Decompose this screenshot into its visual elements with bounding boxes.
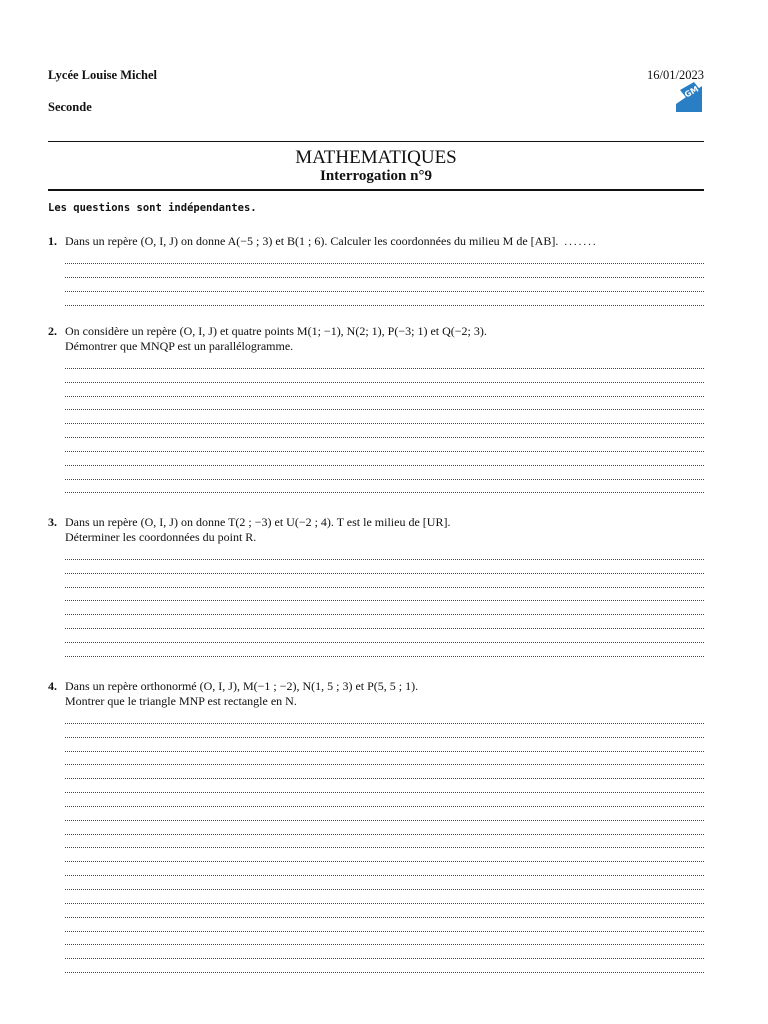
answer-line[interactable]: [65, 904, 704, 918]
question-2: [48, 324, 704, 493]
answer-line[interactable]: [65, 397, 704, 411]
answer-line[interactable]: [65, 945, 704, 959]
answer-line[interactable]: [65, 876, 704, 890]
answer-line[interactable]: [65, 383, 704, 397]
answer-line[interactable]: [65, 369, 704, 383]
answer-line[interactable]: [65, 629, 704, 643]
top-rule: [48, 141, 704, 142]
answer-line[interactable]: [65, 862, 704, 876]
answer-line[interactable]: [65, 480, 704, 494]
page-title: MATHEMATIQUES: [295, 147, 457, 168]
answer-line[interactable]: [65, 251, 704, 265]
answer-line[interactable]: [65, 779, 704, 793]
answer-line[interactable]: [65, 710, 704, 724]
school-name: Lycée Louise Michel: [48, 68, 158, 82]
answer-line[interactable]: [65, 546, 704, 560]
question-line: [48, 234, 704, 249]
answer-line[interactable]: [65, 292, 704, 306]
leader-dots: .......: [564, 236, 598, 248]
answer-line[interactable]: [65, 890, 704, 904]
question-text: On considère un repère (O, I, J) et quatre points M(1; −1), N(2; 1), P(−3; 1) et Q(−2; 3).: [65, 324, 487, 338]
answer-line[interactable]: [65, 560, 704, 574]
answer-line[interactable]: [65, 615, 704, 629]
answer-area[interactable]: [48, 353, 704, 493]
question-line: [48, 339, 704, 354]
answer-line[interactable]: [65, 424, 704, 438]
answer-area[interactable]: [48, 708, 704, 973]
question-text: Déterminer les coordonnées du point R.: [65, 529, 257, 544]
question-3: [48, 515, 704, 657]
answer-line[interactable]: [65, 466, 704, 480]
question-line: [48, 679, 704, 694]
question-1: [48, 234, 704, 306]
answer-line[interactable]: [65, 724, 704, 738]
answer-line[interactable]: [65, 752, 704, 766]
question-text: Dans un repère (O, I, J) on donne T(2 ; −3) et U(−2 ; 4). T est le milieu de [UR].: [65, 515, 451, 529]
answer-line[interactable]: [65, 807, 704, 821]
question-text: Montrer que le triangle MNP est rectangle en N.: [65, 693, 297, 708]
answer-line[interactable]: [65, 918, 704, 932]
question-line: [48, 694, 704, 709]
answer-line[interactable]: [65, 765, 704, 779]
document-date: 16/01/2023: [647, 68, 704, 82]
answer-line[interactable]: [65, 932, 704, 946]
answer-line[interactable]: [65, 643, 704, 657]
title-block: [48, 148, 704, 184]
answer-area[interactable]: [48, 249, 704, 306]
answer-line[interactable]: [65, 355, 704, 369]
question-number: 3.: [48, 515, 57, 529]
instruction-text: Les questions sont indépendantes.: [48, 202, 257, 214]
answer-line[interactable]: [65, 410, 704, 424]
answer-line[interactable]: [65, 601, 704, 615]
question-text: Démontrer que MNQP est un parallélogramme.: [65, 338, 294, 353]
answer-line[interactable]: [65, 738, 704, 752]
school-logo: [676, 82, 702, 112]
question-text: Dans un repère orthonormé (O, I, J), M(−1 ; −2), N(1, 5 ; 3) et P(5, 5 ; 1).: [65, 679, 419, 693]
class-name: Seconde: [48, 100, 92, 114]
question-line: [48, 515, 704, 530]
answer-line[interactable]: [65, 959, 704, 973]
question-number: 4.: [48, 679, 57, 693]
answer-line[interactable]: [65, 278, 704, 292]
answer-line[interactable]: [65, 848, 704, 862]
page-subtitle: Interrogation n°9: [320, 168, 432, 184]
question-text: Dans un repère (O, I, J) on donne A(−5 ; 3) et B(1 ; 6). Calculer les coordonnées du milieu M de [AB].: [65, 234, 559, 248]
question-line: [48, 530, 704, 545]
question-4: [48, 679, 704, 973]
header-left: [48, 68, 157, 132]
bottom-rule: [48, 189, 704, 191]
answer-line[interactable]: [65, 821, 704, 835]
answer-area[interactable]: [48, 544, 704, 657]
question-number: 1.: [48, 234, 57, 248]
answer-line[interactable]: [65, 574, 704, 588]
answer-line[interactable]: [65, 588, 704, 602]
answer-line[interactable]: [65, 438, 704, 452]
question-line: [48, 324, 704, 339]
answer-line[interactable]: [65, 452, 704, 466]
question-number: 2.: [48, 324, 57, 338]
answer-line[interactable]: [65, 793, 704, 807]
logo-text: GM: [683, 84, 701, 100]
answer-line[interactable]: [65, 264, 704, 278]
answer-line[interactable]: [65, 835, 704, 849]
